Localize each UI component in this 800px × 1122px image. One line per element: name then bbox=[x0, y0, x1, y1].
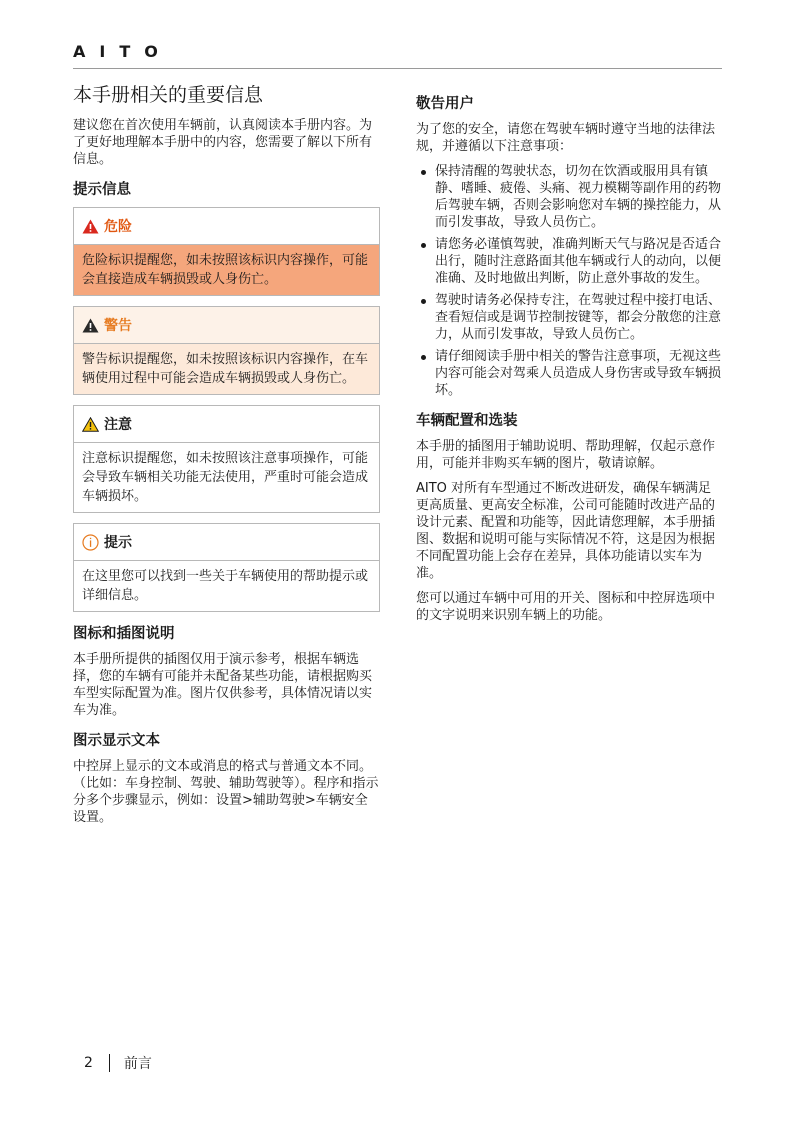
display-text-heading: 图示显示文本 bbox=[73, 733, 160, 749]
header-divider bbox=[73, 68, 722, 69]
right-column bbox=[416, 92, 722, 632]
footer-divider bbox=[109, 1054, 110, 1072]
tip-notice bbox=[73, 523, 380, 612]
list-item: 请仔细阅读手册中相关的警告注意事项，无视这些内容可能会对驾乘人员造成人身伤害或导致车辆损坏。 bbox=[416, 348, 722, 399]
config-paragraph-3: 您可以通过车辆中可用的开关、图标和中控屏选项中的文字说明来识别车辆上的功能。 bbox=[416, 591, 716, 623]
danger-text: 危险标识提醒您，如未按照该标识内容操作，可能会直接造成车辆损毁或人身伤亡。 bbox=[74, 245, 379, 295]
danger-label: 危险 bbox=[104, 219, 132, 235]
danger-notice-header bbox=[74, 208, 379, 245]
left-column bbox=[73, 80, 380, 834]
users-heading: 敬告用户 bbox=[416, 96, 474, 112]
caution-notice-header bbox=[74, 406, 379, 443]
warning-triangle-red-icon bbox=[82, 219, 99, 234]
config-paragraph-2: AITO 对所有车型通过不断改进研发，确保车辆满足更高质量、更高安全标准，公司可能随时改进产品的设计元素、配置和功能等，因此请您理解，本手册插图、数据和说明可能与实际情况不符，这是因为根据不同配置功能上会存在差异，具体功能请以实车为准。 bbox=[416, 481, 716, 581]
warning-label: 警告 bbox=[104, 318, 132, 334]
tip-notice-header bbox=[74, 524, 379, 561]
warning-text: 警告标识提醒您，如未按照该标识内容操作，在车辆使用过程中可能会造成车辆损毁或人身伤亡。 bbox=[74, 344, 379, 394]
danger-notice bbox=[73, 207, 380, 296]
display-text-paragraph: 中控屏上显示的文本或消息的格式与普通文本不同。（比如：车身控制、驾驶、辅助驾驶等）。程序和指示分多个步骤显示，例如：设置>辅助驾驶>车辆安全设置。 bbox=[73, 759, 379, 825]
page-title: 本手册相关的重要信息 bbox=[73, 84, 264, 106]
info-circle-icon bbox=[82, 534, 99, 551]
section-name: 前言 bbox=[123, 1056, 152, 1072]
config-heading: 车辆配置和选装 bbox=[416, 413, 518, 429]
warning-notice bbox=[73, 306, 380, 395]
logo-text: AITO bbox=[73, 42, 172, 61]
warning-notice-header bbox=[74, 307, 379, 344]
list-item: 驾驶时请务必保持专注，在驾驶过程中接打电话、查看短信或是调节控制按键等，都会分散您的注意力，从而引发事故，导致人员伤亡。 bbox=[416, 292, 722, 343]
caution-text: 注意标识提醒您，如未按照该注意事项操作，可能会导致车辆相关功能无法使用，严重时可能会造成车辆损坏。 bbox=[82, 451, 369, 504]
list-item: 请您务必谨慎驾驶，准确判断天气与路况是否适合出行，随时注意路面其他车辆或行人的动向，以便准确、及时地做出判断，防止意外事故的发生。 bbox=[416, 236, 722, 287]
config-paragraph-1: 本手册的插图用于辅助说明、帮助理解，仅起示意作用，可能并非购买车辆的图片，敬请谅解。 bbox=[416, 439, 716, 471]
aito-logo bbox=[73, 42, 172, 61]
page-number: 2 bbox=[84, 1055, 93, 1071]
caution-notice bbox=[73, 405, 380, 513]
tip-text: 在这里您可以找到一些关于车辆使用的帮助提示或详细信息。 bbox=[82, 569, 369, 603]
tip-label: 提示 bbox=[104, 535, 132, 551]
safety-list bbox=[416, 163, 722, 399]
page-footer bbox=[84, 1053, 152, 1073]
icons-heading: 图标和插图说明 bbox=[73, 626, 175, 642]
hint-heading: 提示信息 bbox=[73, 182, 131, 198]
caution-label: 注意 bbox=[104, 417, 132, 433]
icons-paragraph: 本手册所提供的插图仅用于演示参考，根据车辆选择，您的车辆有可能并未配备某些功能，请根据购买车型实际配置为准。图片仅供参考，具体情况请以实车为准。 bbox=[73, 652, 373, 718]
warning-triangle-yellow-icon bbox=[82, 417, 99, 432]
users-intro: 为了您的安全，请您在驾驶车辆时遵守当地的法律法规，并遵循以下注意事项： bbox=[416, 122, 716, 154]
list-item: 保持清醒的驾驶状态，切勿在饮酒或服用具有镇静、嗜睡、疲倦、头痛、视力模糊等副作用的药物后驾驶车辆，否则会影响您对车辆的操控能力，从而引发事故，导致人员伤亡。 bbox=[416, 163, 722, 231]
intro-paragraph: 建议您在首次使用车辆前，认真阅读本手册内容。为了更好地理解本手册中的内容，您需要了解以下所有信息。 bbox=[73, 118, 373, 167]
warning-triangle-black-icon bbox=[82, 318, 99, 333]
